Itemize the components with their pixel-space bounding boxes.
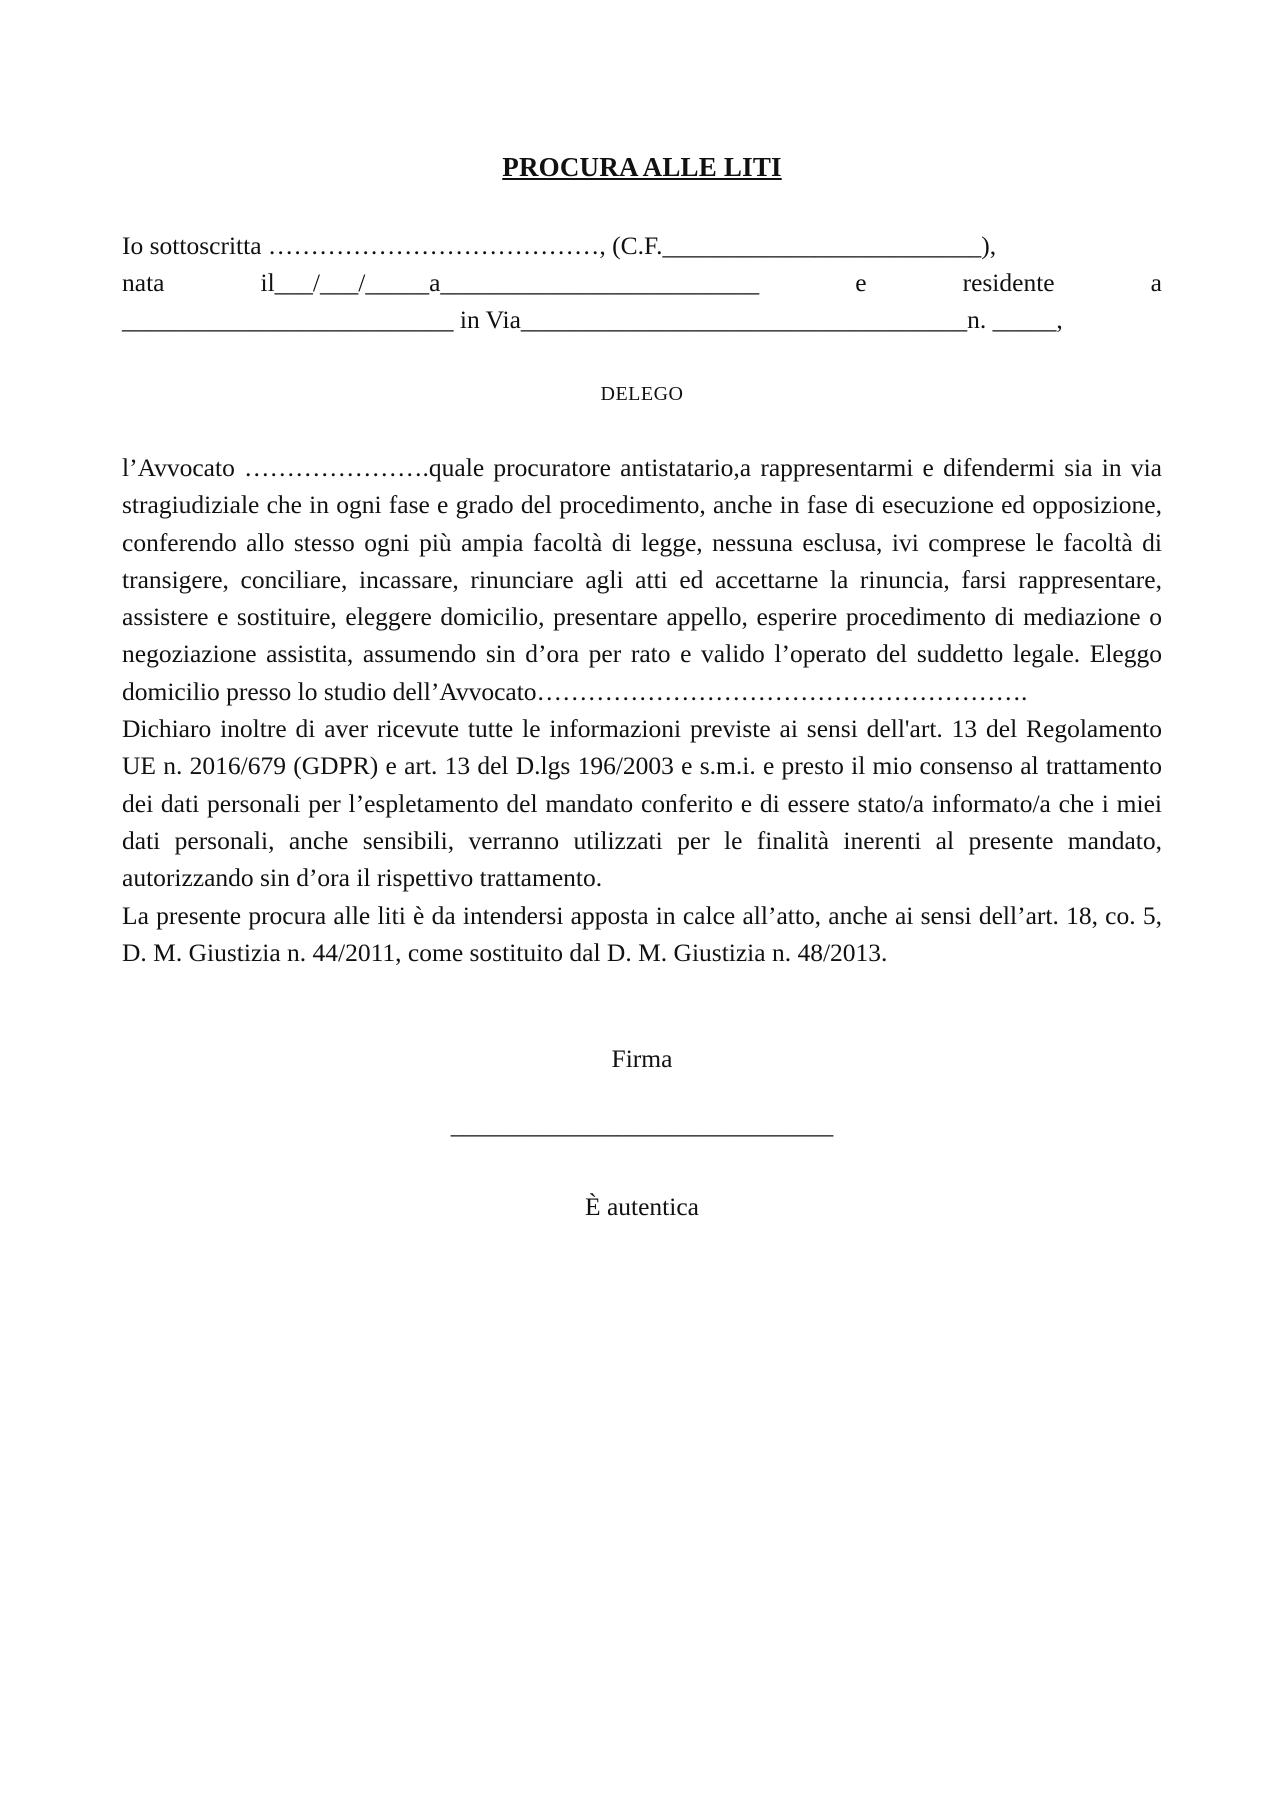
document-title: PROCURA ALLE LITI [502,152,782,182]
intro-line-2-part: residente [962,268,1055,297]
intro-line-2 [122,264,1162,301]
paragraph-procura: La presente procura alle liti è da intendersi apposta in calce all’atto, anche ai sensi dell’art. 18, co. 5, D. M. Giustizia n. 44/2011, come sostituito dal D. M. Giustizia n. 48/2013. [122,900,1162,967]
delego-heading: DELEGO [600,383,684,405]
intro-line-2-part: il___/___/_____a_________________________ [260,268,760,297]
firma-label: Firma [611,1044,673,1073]
signature-line: ______________________________ [450,1110,834,1139]
body-text [122,449,1162,971]
intro-line-2-part: a [1150,268,1162,297]
paragraph-mandate: l’Avvocato ………………….quale procuratore antistatario,a rappresentarmi e difendermi sia in via stragiudiziale che in ogni fase e grado del procedimento, anche in fase di esecuzione ed opposizione, conferendo allo stesso ogni più ampia facoltà di legge, nessuna esclusa, ivi comprese le facoltà di transigere, conciliare, incassare, rinunciare agli atti ed accettarne la rinuncia, farsi rappresentare, assistere e sostituire, eleggere domicilio, presentare appello, esperire procedimento di mediazione o negoziazione assistita, assumendo sin d’ora per rato e valido l’operato del suddetto legale. Eleggo domicilio presso lo studio dell’Avvocato…………………………………………………. [122,453,1162,706]
paragraph-privacy: Dichiaro inoltre di aver ricevute tutte le informazioni previste ai sensi dell'art. 13 del Regolamento UE n. 2016/679 (GDPR) e art. 13 del D.lgs 196/2003 e s.m.i. e presto il mio consenso al trattamento dei dati personali per l’espletamento del mandato conferito e di essere stato/a informato/a che i miei dati personali, anche sensibili, verranno utilizzati per le finalità inerenti al presente mandato, autorizzando sin d’ora il rispettivo trattamento. [122,714,1162,893]
intro-line-1: Io sottoscritta …………………………………, (C.F._________________________), [122,231,997,260]
intro-line-2-part: e [855,268,867,297]
intro-line-3: __________________________ in Via___________________________________n. _____, [122,305,1063,334]
autentica-label: È autentica [585,1192,699,1221]
intro-line-2-part: nata [122,268,165,297]
intro-block [122,227,1162,338]
